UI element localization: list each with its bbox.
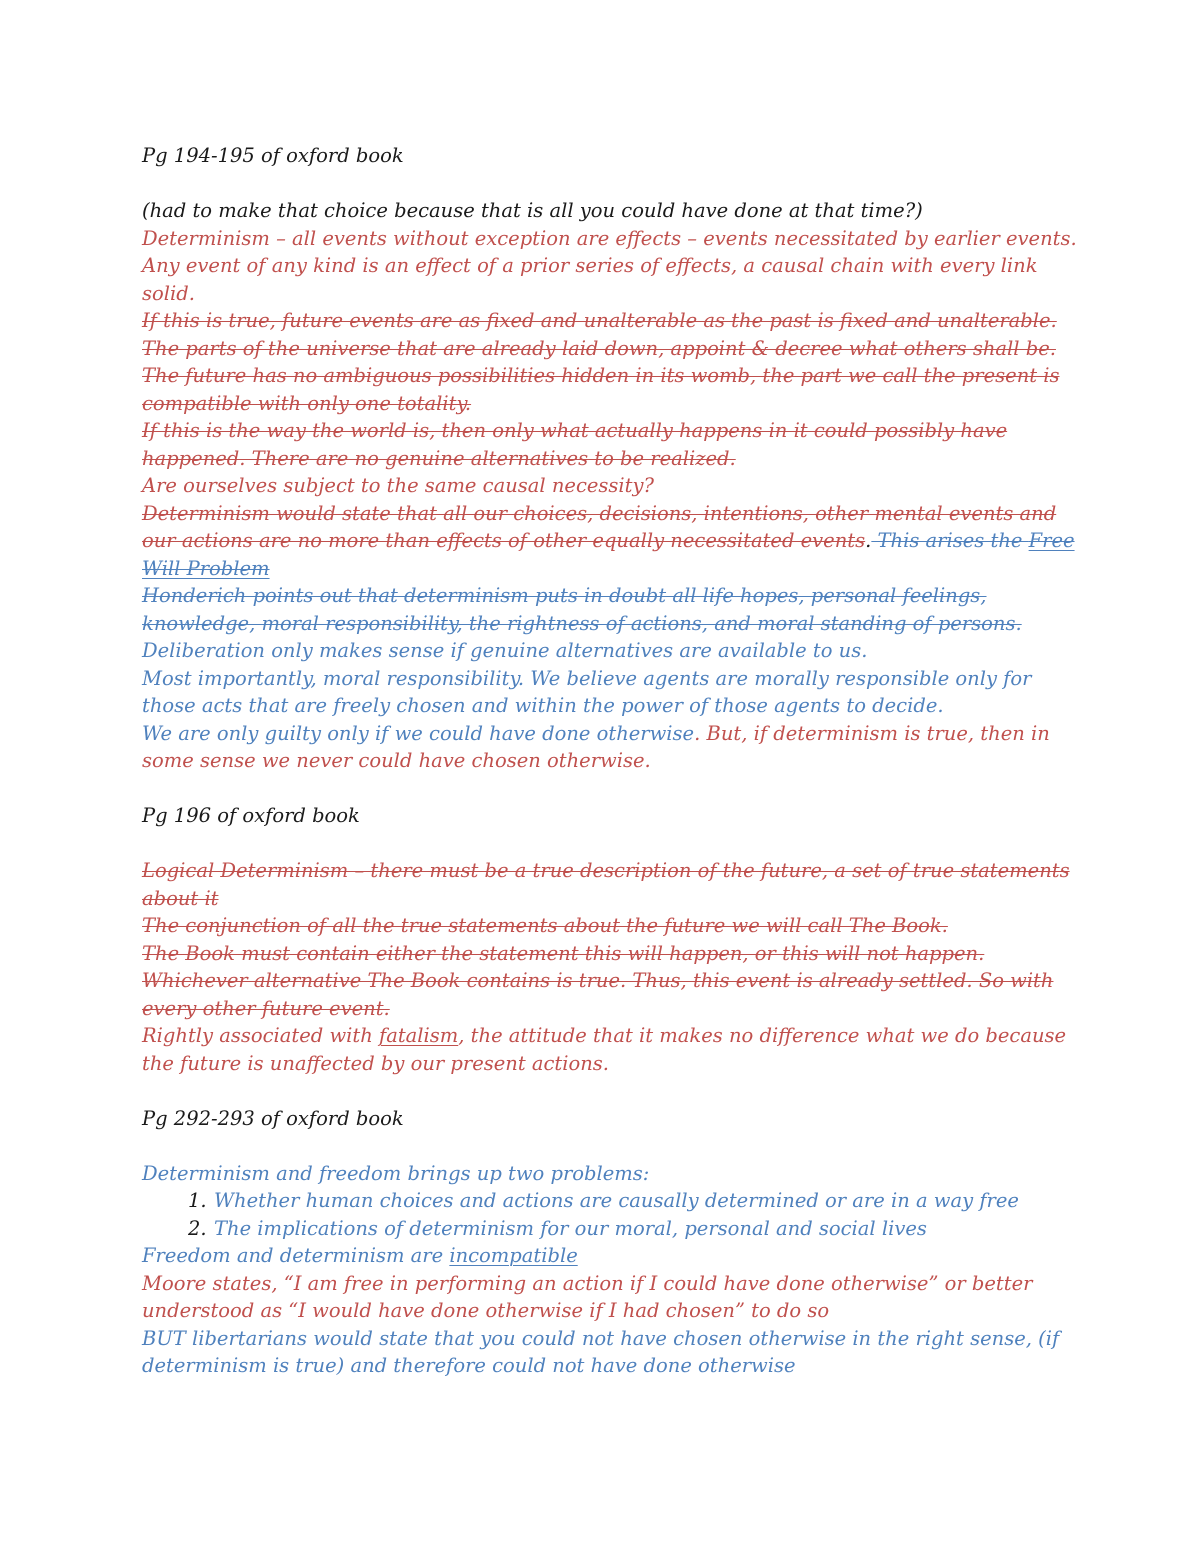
struck-text-line: Honderich points out that determinism puts in doubt all life hopes, personal feelings, — [142, 584, 987, 607]
struck-text-line: The conjunction of all the true statements about the future we will call The Book. — [142, 914, 948, 937]
text-line: Deliberation only makes sense if genuine alternatives are available to us. — [142, 639, 868, 662]
fatalism-term: fatalism — [379, 1024, 459, 1047]
text-line: solid. — [142, 281, 195, 305]
mixed-text-line — [142, 1022, 1067, 1050]
period-span: . — [865, 529, 872, 552]
text-line: those acts that are freely chosen and within the power of those agents to decide. — [142, 694, 944, 717]
problems-list — [142, 1187, 1062, 1242]
section-heading-292: Pg 292-293 of oxford book — [142, 1106, 404, 1130]
text-line: Any event of any kind is an effect of a prior series of effects, a causal chain with every link — [142, 254, 1038, 277]
list-item-text: Whether human choices and actions are causally determined or are in a way free — [214, 1189, 1019, 1212]
text-span: . But, if determinism is true, then in — [694, 721, 1050, 745]
struck-text-span: This arises the — [871, 529, 1029, 552]
struck-text-line: Whichever alternative The Book contains is true. Thus, this event is already settled. So with — [142, 969, 1054, 992]
text-line: determinism is true) and therefore could not have done otherwise — [142, 1354, 796, 1377]
struck-text-line: The parts of the universe that are already laid down, appoint & decree what others shall be. — [142, 336, 1056, 360]
text-line: Determinism – all events without exception are effects – events necessitated by earlier events. — [142, 226, 1077, 250]
text-line: understood as “I would have done otherwise if I had chosen” to do so — [142, 1299, 830, 1322]
text-line: BUT libertarians would state that you could not have chosen otherwise in the right sense, (if — [142, 1326, 1060, 1350]
list-number: 2. — [188, 1216, 207, 1240]
struck-text-line: The Book must contain either the statement this will happen, or this will not happen. — [142, 941, 985, 965]
section-heading-194: Pg 194-195 of oxford book — [142, 144, 404, 167]
struck-text-line: The future has no ambiguous possibilities hidden in its womb, the part we call the present is — [142, 364, 1060, 387]
struck-text-line: about it — [142, 886, 219, 910]
text-line: some sense we never could have chosen otherwise. — [142, 749, 651, 772]
struck-text-line: happened. There are no genuine alternatives to be realized. — [142, 446, 736, 470]
text-line: Are ourselves subject to the same causal necessity? — [142, 474, 654, 497]
mixed-text-line — [142, 1242, 1062, 1270]
text-span: , the attitude that it makes no difference what we do because — [458, 1024, 1067, 1047]
mixed-text-line — [142, 555, 1062, 583]
list-item — [142, 1215, 1062, 1243]
struck-text-line: every other future event. — [142, 996, 390, 1020]
blank-line — [142, 830, 1062, 858]
mixed-text-line — [142, 720, 1062, 748]
blank-line — [142, 1077, 1062, 1105]
text-line: Moore states, “I am free in performing an action if I could have done otherwise” or better — [142, 1271, 1033, 1295]
incompatible-term: incompatible — [449, 1244, 578, 1267]
document-page — [142, 142, 1077, 1380]
question-line: (had to make that choice because that is all you could have done at that time?) — [142, 199, 923, 222]
section-heading-196: Pg 196 of oxford book — [142, 804, 360, 827]
text-span: We are only guilty only if we could have done otherwise — [142, 721, 695, 745]
list-number: 1. — [188, 1189, 207, 1212]
list-item — [142, 1187, 1062, 1215]
free-will-problem-term: Will Problem — [142, 556, 270, 580]
list-item-text: The implications of determinism for our moral, personal and social lives — [214, 1216, 927, 1240]
text-span: Freedom and determinism are — [142, 1244, 450, 1267]
struck-text-line: Logical Determinism – there must be a true description of the future, a set of true statements — [142, 859, 1070, 882]
struck-text-span: our actions are no more than effects of other equally necessitated events — [142, 529, 866, 552]
struck-text-line: If this is the way the world is, then only what actually happens in it could possibly have — [142, 419, 1008, 442]
mixed-text-line — [142, 527, 1075, 555]
text-span: Rightly associated with — [142, 1024, 379, 1047]
text-line: Determinism and freedom brings up two problems: — [142, 1161, 650, 1185]
blank-line — [142, 775, 1062, 803]
struck-text-line: If this is true, future events are as fixed and unalterable as the past is fixed and unalterable. — [142, 309, 1057, 332]
struck-text-line: compatible with only one totality. — [142, 391, 472, 415]
free-will-problem-term: Free — [1028, 529, 1075, 552]
text-line: the future is unaffected by our present actions. — [142, 1051, 610, 1075]
struck-text-line: knowledge, moral responsibility, the rightness of actions, and moral standing of persons. — [142, 611, 1022, 635]
text-line: Most importantly, moral responsibility. We believe agents are morally responsible only for — [142, 666, 1032, 690]
blank-line — [142, 1132, 1062, 1160]
blank-line — [142, 170, 1062, 198]
struck-text-line: Determinism would state that all our choices, decisions, intentions, other mental events and — [142, 501, 1057, 525]
